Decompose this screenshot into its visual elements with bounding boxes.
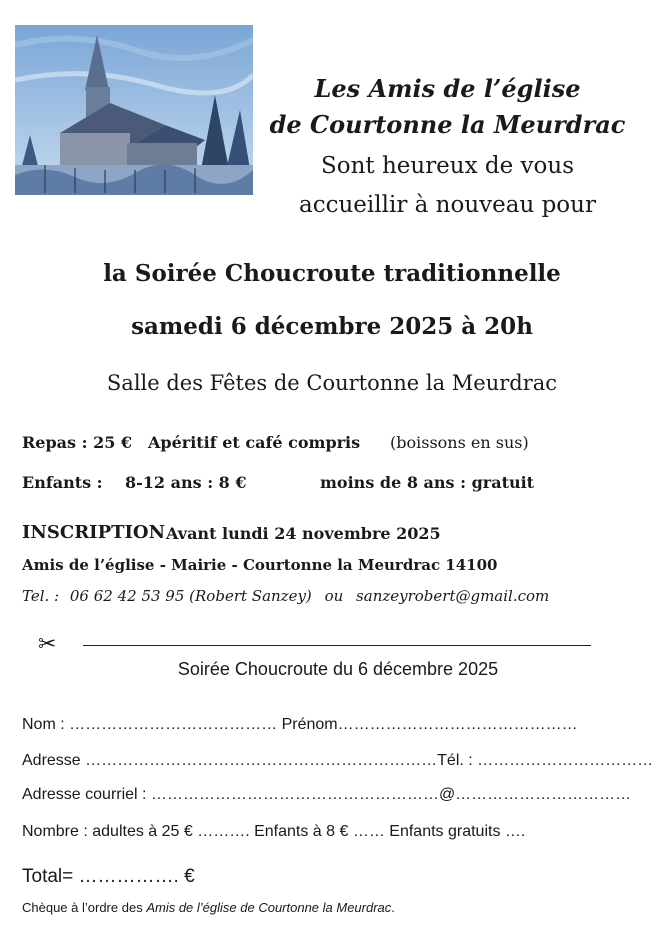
children-label: Enfants : bbox=[22, 473, 103, 492]
cut-line bbox=[83, 645, 591, 646]
phone-label: Tel. : bbox=[22, 587, 60, 605]
meal-price: Repas : 25 € bbox=[22, 433, 133, 452]
meal-included: Apéritif et café compris bbox=[148, 433, 361, 452]
registration-address: Amis de l’église - Mairie - Courtonne la Meurdrac 14100 bbox=[22, 556, 498, 574]
or-text: ou bbox=[324, 587, 344, 605]
drinks-note: (boissons en sus) bbox=[390, 433, 529, 452]
form-title: Soirée Choucroute du 6 décembre 2025 bbox=[177, 659, 499, 679]
cheque-payee: Amis de l’église de Courtonne la Meurdrac bbox=[146, 900, 392, 915]
church-painting bbox=[15, 25, 253, 195]
header-village-name: de Courtonne la Meurdrac bbox=[269, 110, 626, 139]
header-welcome-line-2: accueillir à nouveau pour bbox=[299, 192, 596, 218]
registration-deadline: Avant lundi 24 novembre 2025 bbox=[166, 524, 441, 543]
phone-number: 06 62 42 53 95 (Robert Sanzey) bbox=[69, 587, 312, 605]
event-date: samedi 6 décembre 2025 à 20h bbox=[131, 313, 533, 340]
cheque-prefix: Chèque à l’ordre des bbox=[22, 900, 143, 915]
cheque-suffix: . bbox=[391, 900, 395, 915]
children-free: moins de 8 ans : gratuit bbox=[320, 473, 535, 492]
form-field-total[interactable]: Total= ……………. € bbox=[22, 866, 195, 887]
form-field-quantities[interactable]: Nombre : adultes à 25 € ………. Enfants à 8 € …… Enfants gratuits …. bbox=[22, 823, 526, 840]
cheque-note bbox=[22, 900, 395, 915]
form-field-name[interactable]: Nom : ………………………………… Prénom……………………………………… bbox=[22, 716, 578, 733]
header-association-name: Les Amis de l’église bbox=[314, 74, 581, 103]
email-address: sanzeyrobert@gmail.com bbox=[356, 587, 550, 605]
event-venue: Salle des Fêtes de Courtonne la Meurdrac bbox=[106, 371, 558, 395]
form-field-email[interactable]: Adresse courriel : ………………………………………………@…………………………… bbox=[22, 786, 632, 803]
header-welcome-line-1: Sont heureux de vous bbox=[320, 153, 574, 179]
scissors-icon: ✂ bbox=[38, 632, 57, 657]
registration-heading: INSCRIPTION bbox=[22, 522, 166, 543]
event-title: la Soirée Choucroute traditionnelle bbox=[103, 260, 561, 287]
children-price: 8-12 ans : 8 € bbox=[125, 473, 247, 492]
form-field-address[interactable]: Adresse …………………………………………………………Tél. : …………………………… bbox=[22, 752, 654, 769]
